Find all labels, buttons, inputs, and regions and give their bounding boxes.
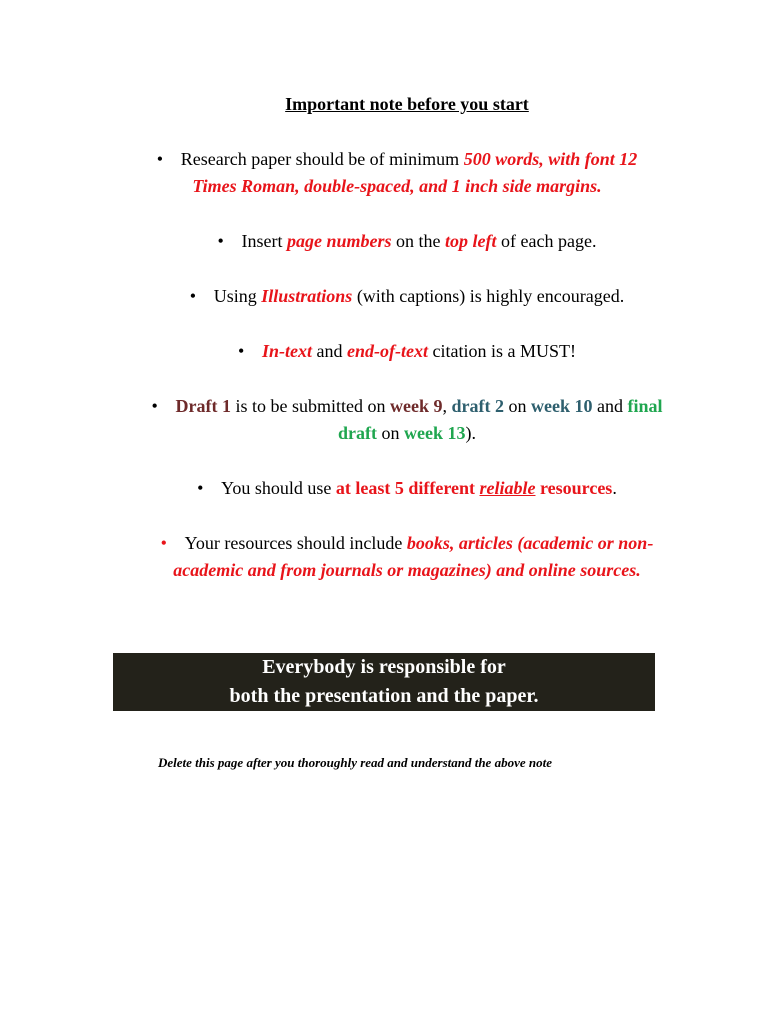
item-text: Insert (241, 231, 287, 251)
item-highlight: end-of-text (347, 341, 428, 361)
list-item (110, 393, 704, 447)
item-text: Using (213, 286, 262, 306)
banner-line: Everybody is responsible for (262, 656, 506, 678)
bullet-dot-icon: • (151, 396, 158, 416)
bullet-dot-icon: • (156, 149, 164, 169)
notes-list (110, 146, 704, 612)
bullet-dot-icon: • (197, 478, 204, 498)
item-text: on the (391, 231, 446, 251)
item-highlight: draft 2 (451, 396, 504, 416)
list-item (110, 475, 704, 502)
item-text: . (612, 478, 617, 498)
banner-line: both the presentation and the paper. (229, 685, 539, 707)
list-item (110, 338, 704, 365)
item-highlight: Illustrations (261, 286, 353, 306)
item-highlight: top left (445, 231, 497, 251)
list-item (110, 530, 704, 584)
item-highlight: at least 5 different (335, 478, 480, 498)
item-highlight: Draft 1 (175, 396, 231, 416)
item-text: on (503, 396, 531, 416)
item-highlight: week 13 (404, 423, 466, 443)
list-item (110, 228, 704, 255)
item-text: Research paper should be of minimum (180, 149, 464, 169)
item-highlight: reliable (479, 478, 536, 498)
item-text: on (377, 423, 404, 443)
list-item (110, 283, 704, 310)
item-highlight: week 10 (530, 396, 593, 416)
list-item (110, 146, 704, 200)
item-highlight: books, articles (academic or non-academic and from journals or magazines) and online sources. (173, 533, 654, 580)
item-text: ). (465, 423, 476, 443)
footnote: Delete this page after you thoroughly read and understand the above note (158, 755, 552, 770)
item-text: is to be submitted on (230, 396, 390, 416)
responsibility-banner (113, 653, 655, 711)
item-text: citation is a MUST! (428, 341, 576, 361)
bullet-dot-icon: • (189, 286, 197, 306)
bullet-dot-icon: • (217, 231, 224, 251)
item-highlight: 500 words, with font 12 Times Roman, double-spaced, and 1 inch side margins. (192, 149, 638, 196)
item-text: and (312, 341, 348, 361)
item-text: , (442, 396, 452, 416)
item-text: (with captions) is highly encouraged. (352, 286, 625, 306)
item-text: You should use (221, 478, 336, 498)
item-highlight: In-text (262, 341, 313, 361)
item-highlight: final draft (338, 396, 663, 443)
item-text: and (592, 396, 628, 416)
item-text: Your resources should include (184, 533, 407, 553)
page-title: Important note before you start (285, 94, 529, 114)
item-highlight: resources (535, 478, 613, 498)
bullet-dot-icon: • (160, 533, 167, 553)
bullet-dot-icon: • (238, 341, 245, 361)
item-text: of each page. (496, 231, 597, 251)
item-highlight: week 9 (389, 396, 443, 416)
item-highlight: page numbers (287, 231, 392, 251)
